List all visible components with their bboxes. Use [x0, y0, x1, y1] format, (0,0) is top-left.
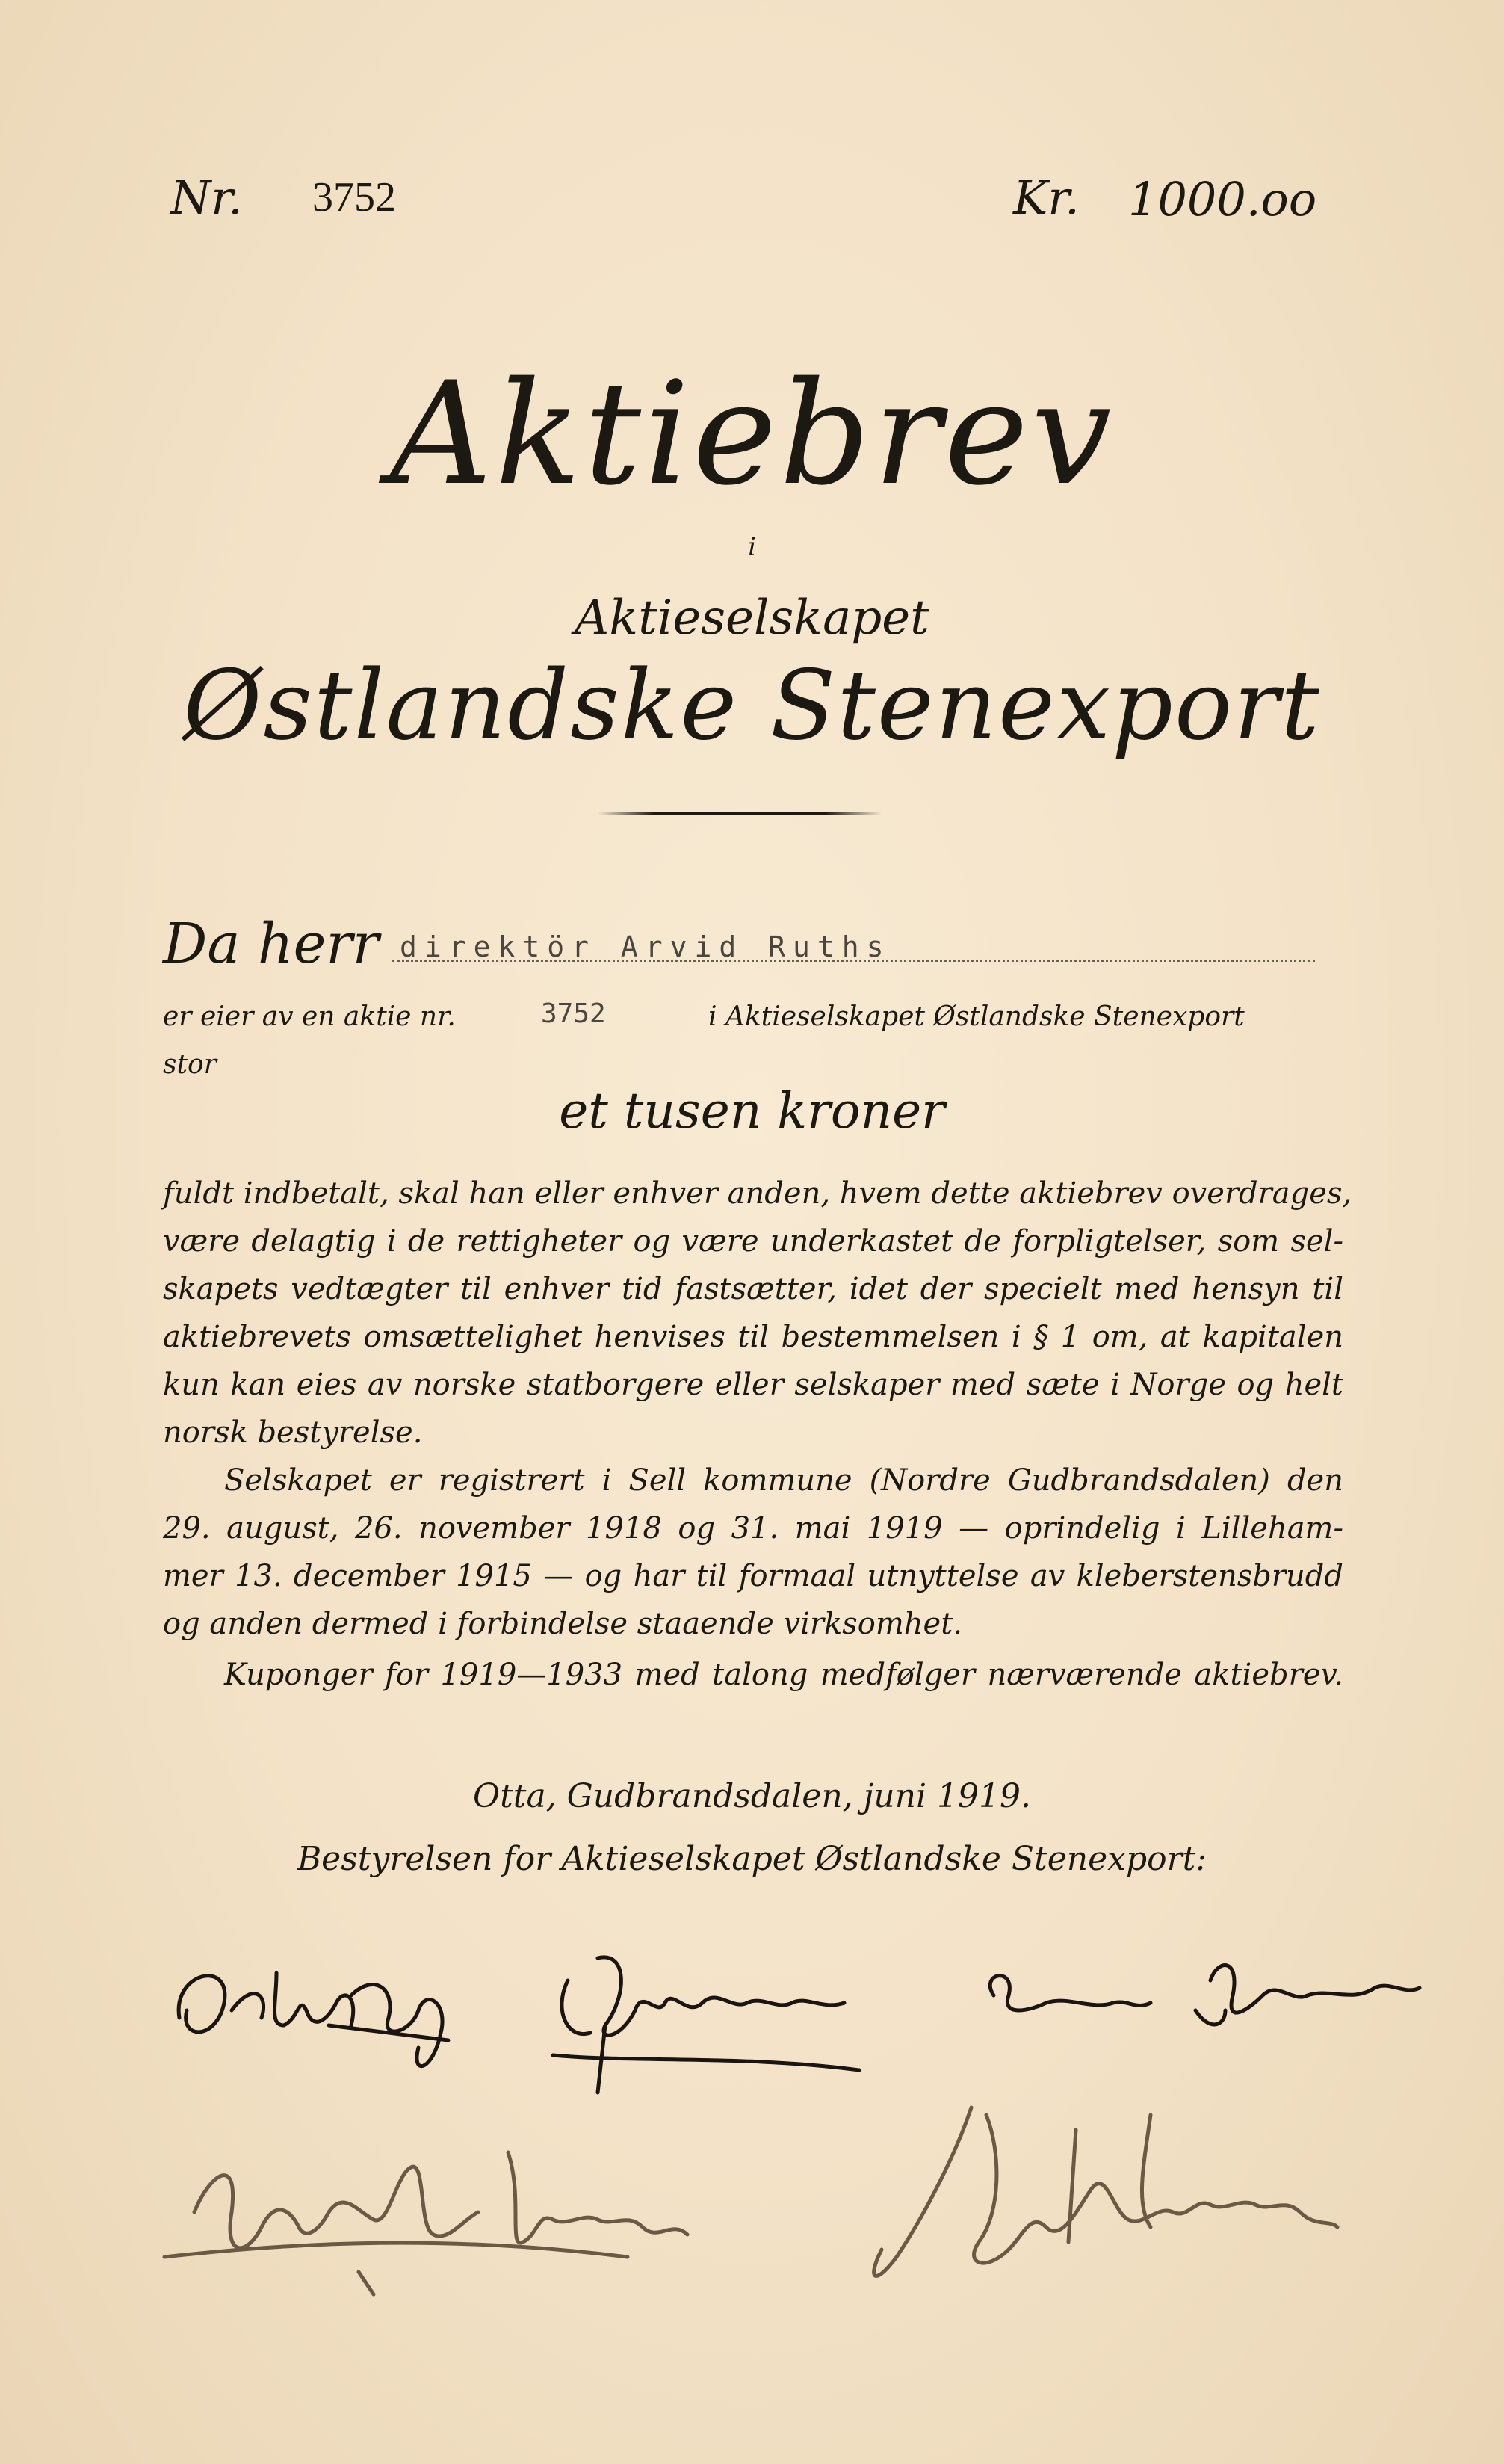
body-line: og anden dermed i forbindelse staaende virksomhet. [163, 1607, 962, 1641]
body-line: aktiebrevets omsættelighet henvises til bestemmelsen i § 1 om, at kapitalen [163, 1320, 1343, 1354]
signature-3 [990, 1966, 1420, 2025]
da-herr-label: Da herr [163, 912, 380, 976]
body-line: norsk bestyrelse. [163, 1415, 423, 1450]
body-line: 29. august, 26. november 1918 og 31. mai 1919 — oprindelig i Lilleham- [163, 1511, 1343, 1546]
company-prefix: Aktieselskapet [575, 590, 929, 646]
signature-4 [164, 2152, 687, 2294]
amount-label: Kr. [1013, 170, 1080, 225]
body-line: Selskapet er registrert i Sell kommune (Nordre Gudbrandsdalen) den [224, 1463, 1343, 1498]
owner-name: direktör Arvid Ruths [400, 930, 891, 963]
body-line: mer 13. december 1915 — og har til formaal utnyttelse av kleberstensbrudd [163, 1559, 1343, 1593]
place-and-date: Otta, Gudbrandsdalen, juni 1919. [473, 1777, 1031, 1815]
body-line: fuldt indbetalt, skal han eller enhver anden, hvem dette aktiebrev overdrages, [163, 1176, 1352, 1211]
document-title: Aktiebrev [389, 351, 1115, 516]
signature-2 [553, 1957, 859, 2093]
company-reference: i Aktieselskapet Østlandske Stenexport [708, 1001, 1245, 1032]
certificate-number: 3752 [312, 174, 396, 220]
body-line: skapets vedtægter til enhver tid fastsætter, idet der specielt med hensyn til [163, 1272, 1343, 1306]
body-line: Kuponger for 1919—1933 med talong medfølger nærværende aktiebrev. [224, 1658, 1343, 1692]
owner-of-share-label: er eier av en aktie nr. [163, 1001, 456, 1032]
size-label: stor [163, 1049, 217, 1080]
share-number: 3752 [541, 998, 606, 1029]
number-label: Nr. [170, 170, 243, 225]
body-line: være delagtig i de rettigheter og være underkastet de forpligtelser, som sel- [163, 1224, 1343, 1259]
amount-value: 1000.oo [1128, 172, 1317, 226]
company-name: Østlandske Stenexport [183, 650, 1321, 762]
signature-1 [179, 1973, 448, 2066]
signatures-area [149, 1928, 1464, 2347]
signature-5 [874, 2108, 1337, 2276]
body-line: kun kan eies av norske statborgere eller selskaper med sæte i Norge og helt [163, 1368, 1343, 1402]
title-divider [598, 812, 882, 815]
amount-in-words: et tusen kroner [559, 1082, 945, 1140]
title-connector: i [748, 532, 756, 562]
board-signature-heading: Bestyrelsen for Aktieselskapet Østlandske Stenexport: [297, 1840, 1207, 1878]
